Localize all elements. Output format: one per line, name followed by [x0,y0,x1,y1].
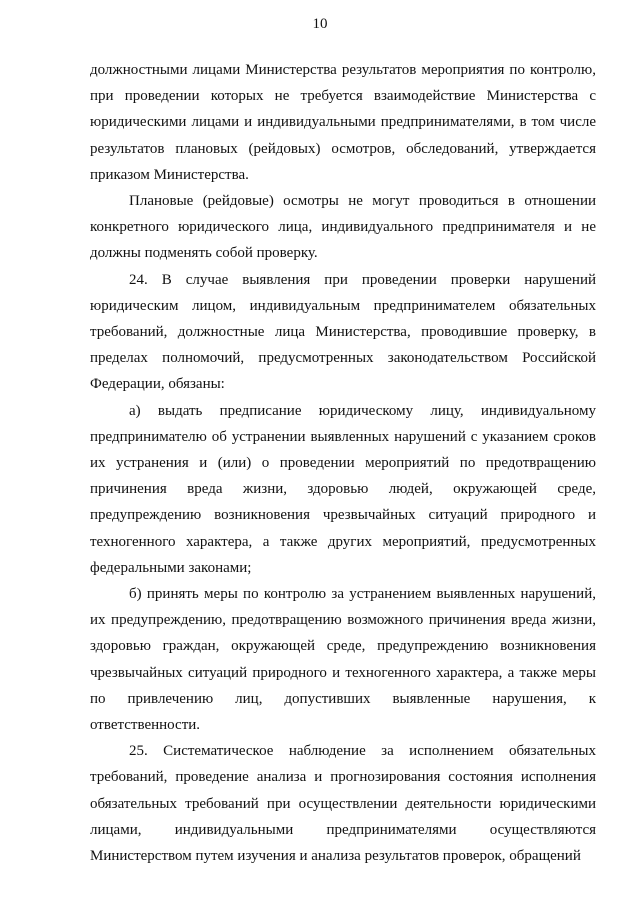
paragraph-continuation: должностными лицами Министерства результатов мероприятия по контролю, при проведении которых не требуется взаимодействие Министерства с юридическими лицами и индивидуальными предпринимателями, в том числе результатов плановых (рейдовых) осмотров, обследований, утверждается приказом Министерства. [90,62,596,183]
paragraph-item-24-b: б) принять меры по контролю за устранением выявленных нарушений, их предупреждению, предотвращению возможного причинения вреда жизни, здоровью граждан, окружающей среде, предупреждению возникновения чрезвычайных ситуаций природного и техногенного характера, а также меры по привлечению лиц, допустивших выявленные нарушения, к ответственности. [90,586,596,734]
paragraph-item-24: 24. В случае выявления при проведении проверки нарушений юридическим лицом, индивидуальным предпринимателем обязательных требований, должностные лица Министерства, проводившие проверку, в пределах полномочий, предусмотренных законодательством Российской Федерации, обязаны: [90,271,596,393]
page-number: 10 [312,16,328,32]
paragraph-item-24-a: а) выдать предписание юридическому лицу, индивидуальному предпринимателю об устранении выявленных нарушений с указанием сроков их устранения и (или) о проведении мероприятий по предотвращению причинения вреда жизни, здоровью людей, окружающей среде, предупреждению возникновения чрезвычайных ситуаций природного и техногенного характера, а также других мероприятий, предусмотренных федеральными законами; [90,402,596,576]
document-body [90,57,596,869]
paragraph-planned-inspections: Плановые (рейдовые) осмотры не могут проводиться в отношении конкретного юридического лица, индивидуального предпринимателя и не должны подменять собой проверку. [90,193,596,262]
paragraph-item-25: 25. Систематическое наблюдение за исполнением обязательных требований, проведение анализа и прогнозирования состояния исполнения обязательных требований при осуществлении деятельности юридическими лицами, индивидуальными предпринимателями осуществляются Министерством путем изучения и анализа результатов проверок, обращений [90,743,596,865]
